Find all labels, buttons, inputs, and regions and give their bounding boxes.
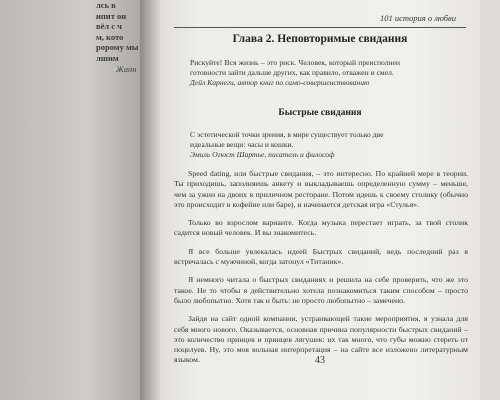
- previous-page-text: [96, 0, 138, 63]
- text-fragment: лсь в: [96, 0, 116, 10]
- text-fragment: м, кото: [96, 31, 124, 42]
- body-text: [174, 169, 468, 366]
- paragraph: Я все больше увлекалась идеей Быстрых свиданий, ведь последний раз я встречалась с мужчиной, когда затонул «Титаник».: [174, 246, 468, 267]
- epigraph-author: Дейл Карнеги, автор книг по само-совершенствованию: [190, 78, 370, 87]
- text-fragment: ипит он: [96, 10, 127, 21]
- epigraph-author: Эмиль Огюст Шартье, писатель и философ: [190, 150, 335, 159]
- epigraph-carnegie: [190, 58, 400, 88]
- text-fragment: ророму мы: [96, 42, 139, 52]
- paragraph: Speed dating, или быстрые свидания, – это интересно. По крайней мере в теории. Ты приходишь, заполняешь анкету и выкладываешь определенную сумму – меньше, чем за ужин на двоих в приличном ресторане. Потом идешь к своему столику (обычно это происходит в кофейне или баре), и начинается детская игра «Стулья».: [174, 169, 468, 209]
- running-head: 101 история о любви: [379, 13, 456, 23]
- paragraph: Я немного читала о быстрых свиданиях и решила на себе проверить, что же это такое. Не то чтобы я действительно хотела познакомиться таким способом – просто было любопытно. Хотя так и быть: не просто любопытно – замечено.: [174, 275, 468, 305]
- paragraph: Зайдя на сайт одной компании, устраивающей такие мероприятия, я узнала для себя много нового. Оказывается, основная причина популярности быстрых свиданий – это количество принцев и принцев лягушек: их так много, что губы можно стереть от поцелуев. Ну, это моя вольная интерпретация – на сайте все изложено литературным языком.: [174, 314, 468, 365]
- previous-page-italic: Жанн: [116, 64, 137, 74]
- epigraph-chartier: [190, 130, 400, 160]
- epigraph-quote: Рискуйте! Вся жизнь – это риск. Человек, который преисполнен готовности зайти дальше других, как правило, отважен и смел.: [190, 58, 400, 77]
- epigraph-quote: С эстетической точки зрения, в мире существует только две идеальные вещи: часы и кошки.: [190, 130, 384, 149]
- previous-page: [0, 0, 146, 400]
- section-title: Быстрые свидания: [278, 107, 362, 118]
- page-edge-background: [480, 0, 500, 400]
- chapter-title: Глава 2. Неповторимые свидания: [232, 33, 408, 45]
- text-fragment: вёл с ч: [96, 21, 122, 31]
- page-number: 43: [315, 355, 325, 366]
- paragraph: Только во взрослом варианте. Когда музыка перестает играть, за твой столик садится новый человек. И вы знакомитесь.: [174, 218, 468, 238]
- header-rule: [174, 27, 466, 28]
- text-fragment: лшим: [96, 52, 119, 63]
